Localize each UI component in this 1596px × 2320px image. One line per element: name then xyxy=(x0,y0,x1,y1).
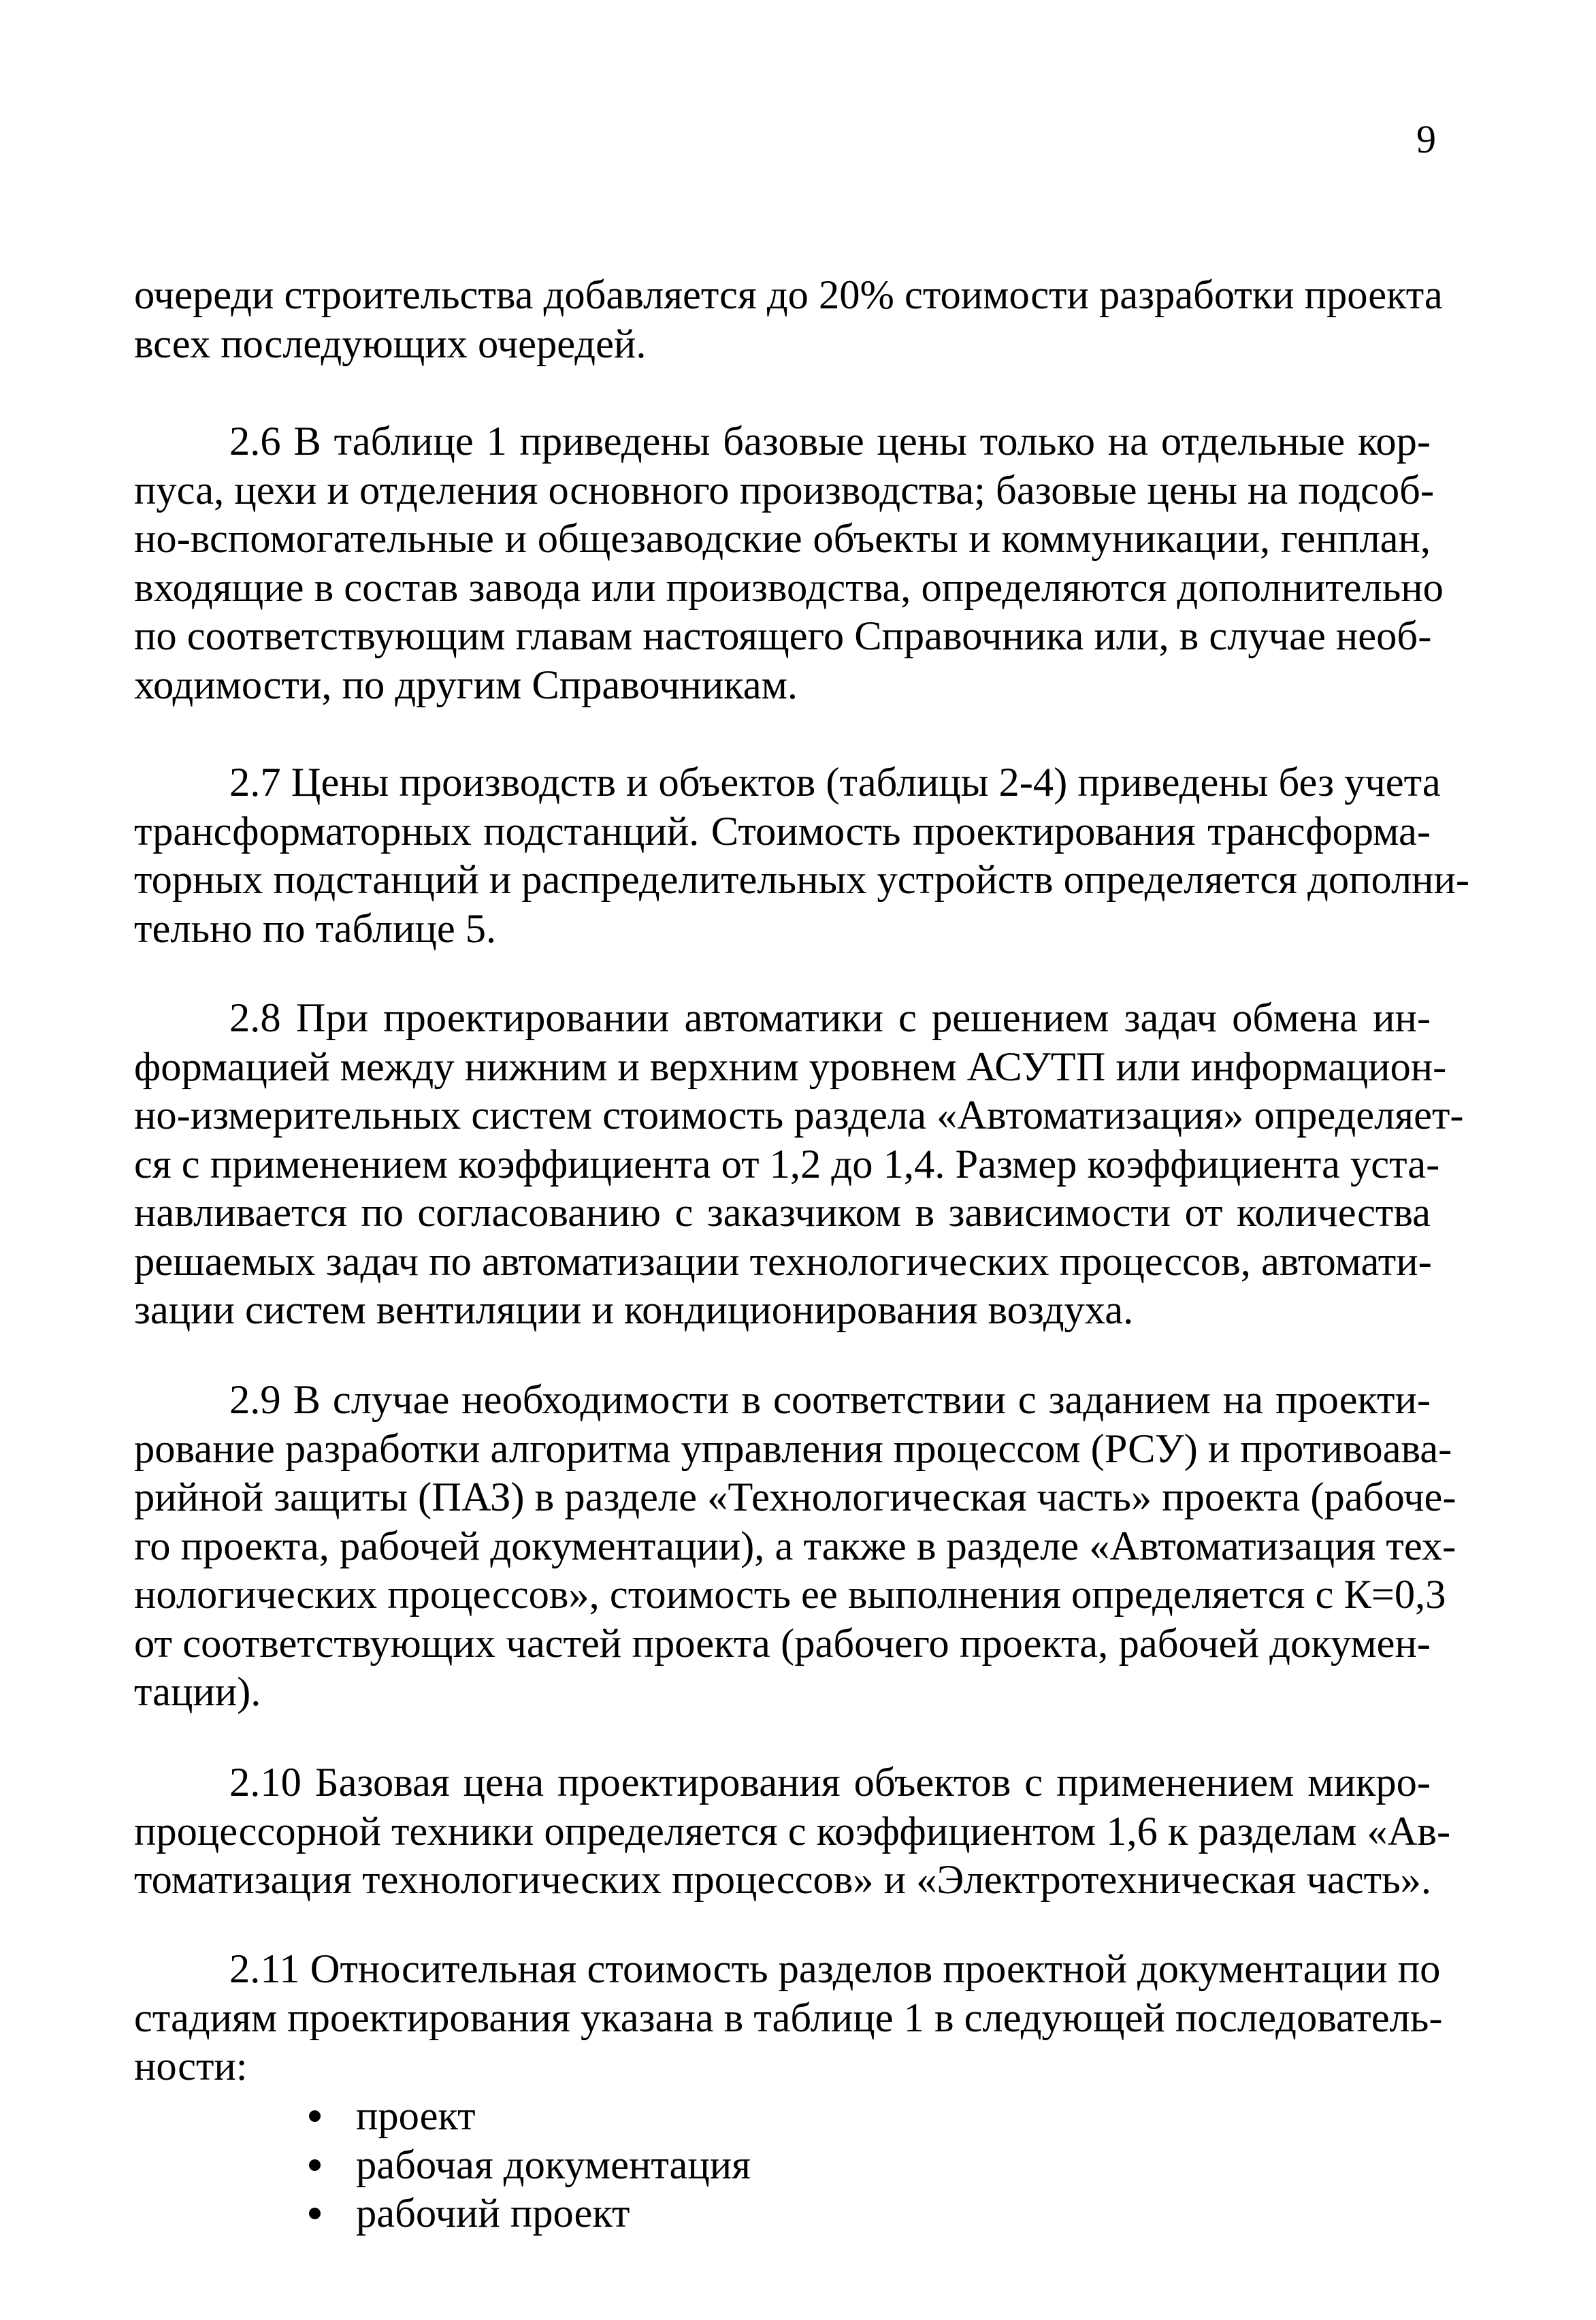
text-line: ся с применением коэффициента от 1,2 до 1,4. Размер коэффициента уста- xyxy=(134,1141,1440,1187)
text-line: входящие в состав завода или производства, определяются дополнительно xyxy=(134,564,1444,611)
text-line: 2.11 Относительная стоимость разделов проектной документации по xyxy=(229,1946,1441,1992)
text-line: очереди строительства добавляется до 20% стоимости разработки проекта xyxy=(134,272,1443,318)
text-line: стадиям проектирования указана в таблице 1 в следующей последователь- xyxy=(134,1995,1443,2041)
text-line: 2.9 В случае необходимости в соответствии с заданием на проекти- xyxy=(229,1377,1431,1423)
paragraph-2-11 xyxy=(134,1945,1443,2091)
text-line: томатизация технологических процессов» и «Электротехническая часть». xyxy=(134,1857,1432,1903)
text-line: 2.8 При проектировании автоматики с решением задач обмена ин- xyxy=(229,995,1431,1041)
text-line: тельно по таблице 5. xyxy=(134,905,497,952)
text-line: торных подстанций и распределительных устройств определяется дополни- xyxy=(134,857,1470,903)
text-line: рование разработки алгоритма управления процессом (РСУ) и противоава- xyxy=(134,1425,1452,1472)
paragraph-2-7 xyxy=(134,758,1470,953)
paragraph-2-8 xyxy=(134,994,1464,1335)
paragraph-continuation xyxy=(134,271,1443,368)
paragraph-2-6 xyxy=(134,417,1444,709)
text-line: но-измерительных систем стоимость раздела «Автоматизация» определяет- xyxy=(134,1093,1464,1138)
text-line: нологических процессов», стоимость ее выполнения определяется с К=0,3 xyxy=(134,1572,1446,1617)
text-line: го проекта, рабочей документации), а также в разделе «Автоматизация тех- xyxy=(134,1523,1456,1569)
text-line: ходимости, по другим Справочникам. xyxy=(134,662,798,708)
paragraph-2-10 xyxy=(134,1758,1451,1905)
text-line: но-вспомогательные и общезаводские объекты и коммуникации, генплан, xyxy=(134,516,1431,562)
text-line: трансформаторных подстанций. Стоимость проектирования трансформа- xyxy=(134,808,1431,854)
text-line: рийной защиты (ПАЗ) в разделе «Технологическая часть» проекта (рабоче- xyxy=(134,1475,1456,1520)
text-line: ности: xyxy=(134,2044,248,2089)
text-line: 2.7 Цены производств и объектов (таблицы 2-4) приведены без учета xyxy=(229,760,1441,805)
text-line: от соответствующих частей проекта (рабочего проекта, рабочей докумен- xyxy=(134,1620,1431,1666)
text-line: решаемых задач по автоматизации технологических процессов, автомати- xyxy=(134,1238,1432,1285)
text-line: по соответствующим главам настоящего Справочника или, в случае необ- xyxy=(134,613,1432,659)
list-item: проект xyxy=(305,2092,751,2141)
page-number: 9 xyxy=(1416,117,1436,161)
list-item: рабочая документация xyxy=(305,2141,751,2190)
text-line: зации систем вентиляции и кондиционирования воздуха. xyxy=(134,1287,1134,1333)
text-line: 2.6 В таблице 1 приведены базовые цены только на отдельные кор- xyxy=(229,419,1431,464)
list-item: рабочий проект xyxy=(305,2189,751,2238)
text-line: навливается по согласованию с заказчиком в зависимости от количества xyxy=(134,1190,1431,1236)
paragraph-2-9 xyxy=(134,1376,1456,1717)
text-line: всех последующих очередей. xyxy=(134,321,647,367)
text-line: формацией между нижним и верхним уровнем АСУТП или информацион- xyxy=(134,1044,1447,1090)
text-line: пуса, цехи и отделения основного производства; базовые цены на подсоб- xyxy=(134,467,1435,513)
text-line: 2.10 Базовая цена проектирования объектов с применением микро- xyxy=(229,1760,1431,1805)
text-line: процессорной техники определяется с коэффициентом 1,6 к разделам «Ав- xyxy=(134,1808,1451,1854)
bullet-list xyxy=(305,2092,751,2238)
text-line: тации). xyxy=(134,1669,261,1715)
